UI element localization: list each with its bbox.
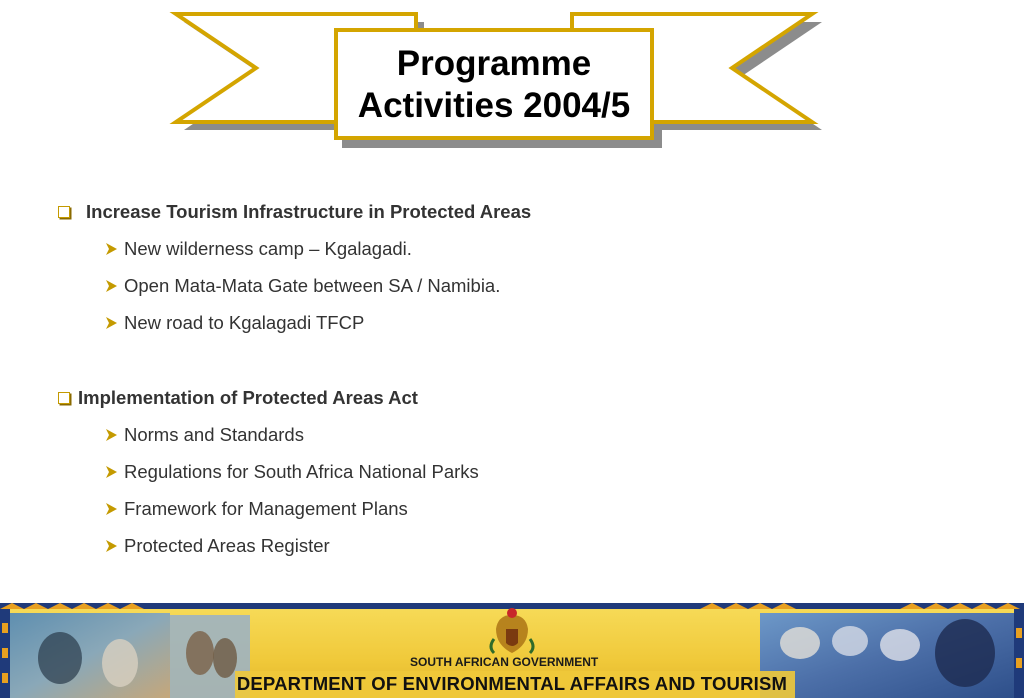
- list-item: [104, 498, 408, 520]
- list-item-text: Protected Areas Register: [124, 535, 330, 556]
- list-item: [104, 275, 500, 297]
- arrow-right-icon: [104, 279, 118, 293]
- slide-title: [334, 30, 654, 140]
- section-heading-tourism: [58, 201, 531, 223]
- list-item: [104, 535, 330, 557]
- hollow-square-icon: [58, 392, 70, 404]
- list-item-text: Norms and Standards: [124, 424, 304, 445]
- arrow-right-icon: [104, 502, 118, 516]
- arrow-right-icon: [104, 242, 118, 256]
- arrow-right-icon: [104, 428, 118, 442]
- department-footer-banner: [0, 603, 1024, 698]
- list-item-text: Regulations for South Africa National Parks: [124, 461, 479, 482]
- list-item: [104, 424, 304, 446]
- list-item: [104, 312, 364, 334]
- government-label: SOUTH AFRICAN GOVERNMENT: [410, 655, 599, 669]
- arrow-right-icon: [104, 465, 118, 479]
- title-line-2: Activities 2004/5: [357, 86, 631, 125]
- section-heading-text: Implementation of Protected Areas Act: [78, 387, 418, 408]
- list-item-text: Framework for Management Plans: [124, 498, 408, 519]
- list-item-text: New road to Kgalagadi TFCP: [124, 312, 365, 333]
- arrow-right-icon: [104, 539, 118, 553]
- list-item: [104, 461, 479, 483]
- list-item-text: Open Mata-Mata Gate between SA / Namibia.: [124, 275, 501, 296]
- title-banner: [0, 0, 1024, 160]
- department-label: DEPARTMENT OF ENVIRONMENTAL AFFAIRS AND TOURISM: [236, 673, 788, 694]
- list-item: [104, 238, 412, 260]
- title-line-1: Programme: [396, 44, 592, 83]
- section-heading-act: [58, 387, 418, 409]
- section-heading-text: Increase Tourism Infrastructure in Protected Areas: [86, 201, 532, 222]
- hollow-square-icon: [58, 206, 70, 218]
- arrow-right-icon: [104, 316, 118, 330]
- list-item-text: New wilderness camp – Kgalagadi.: [124, 238, 412, 259]
